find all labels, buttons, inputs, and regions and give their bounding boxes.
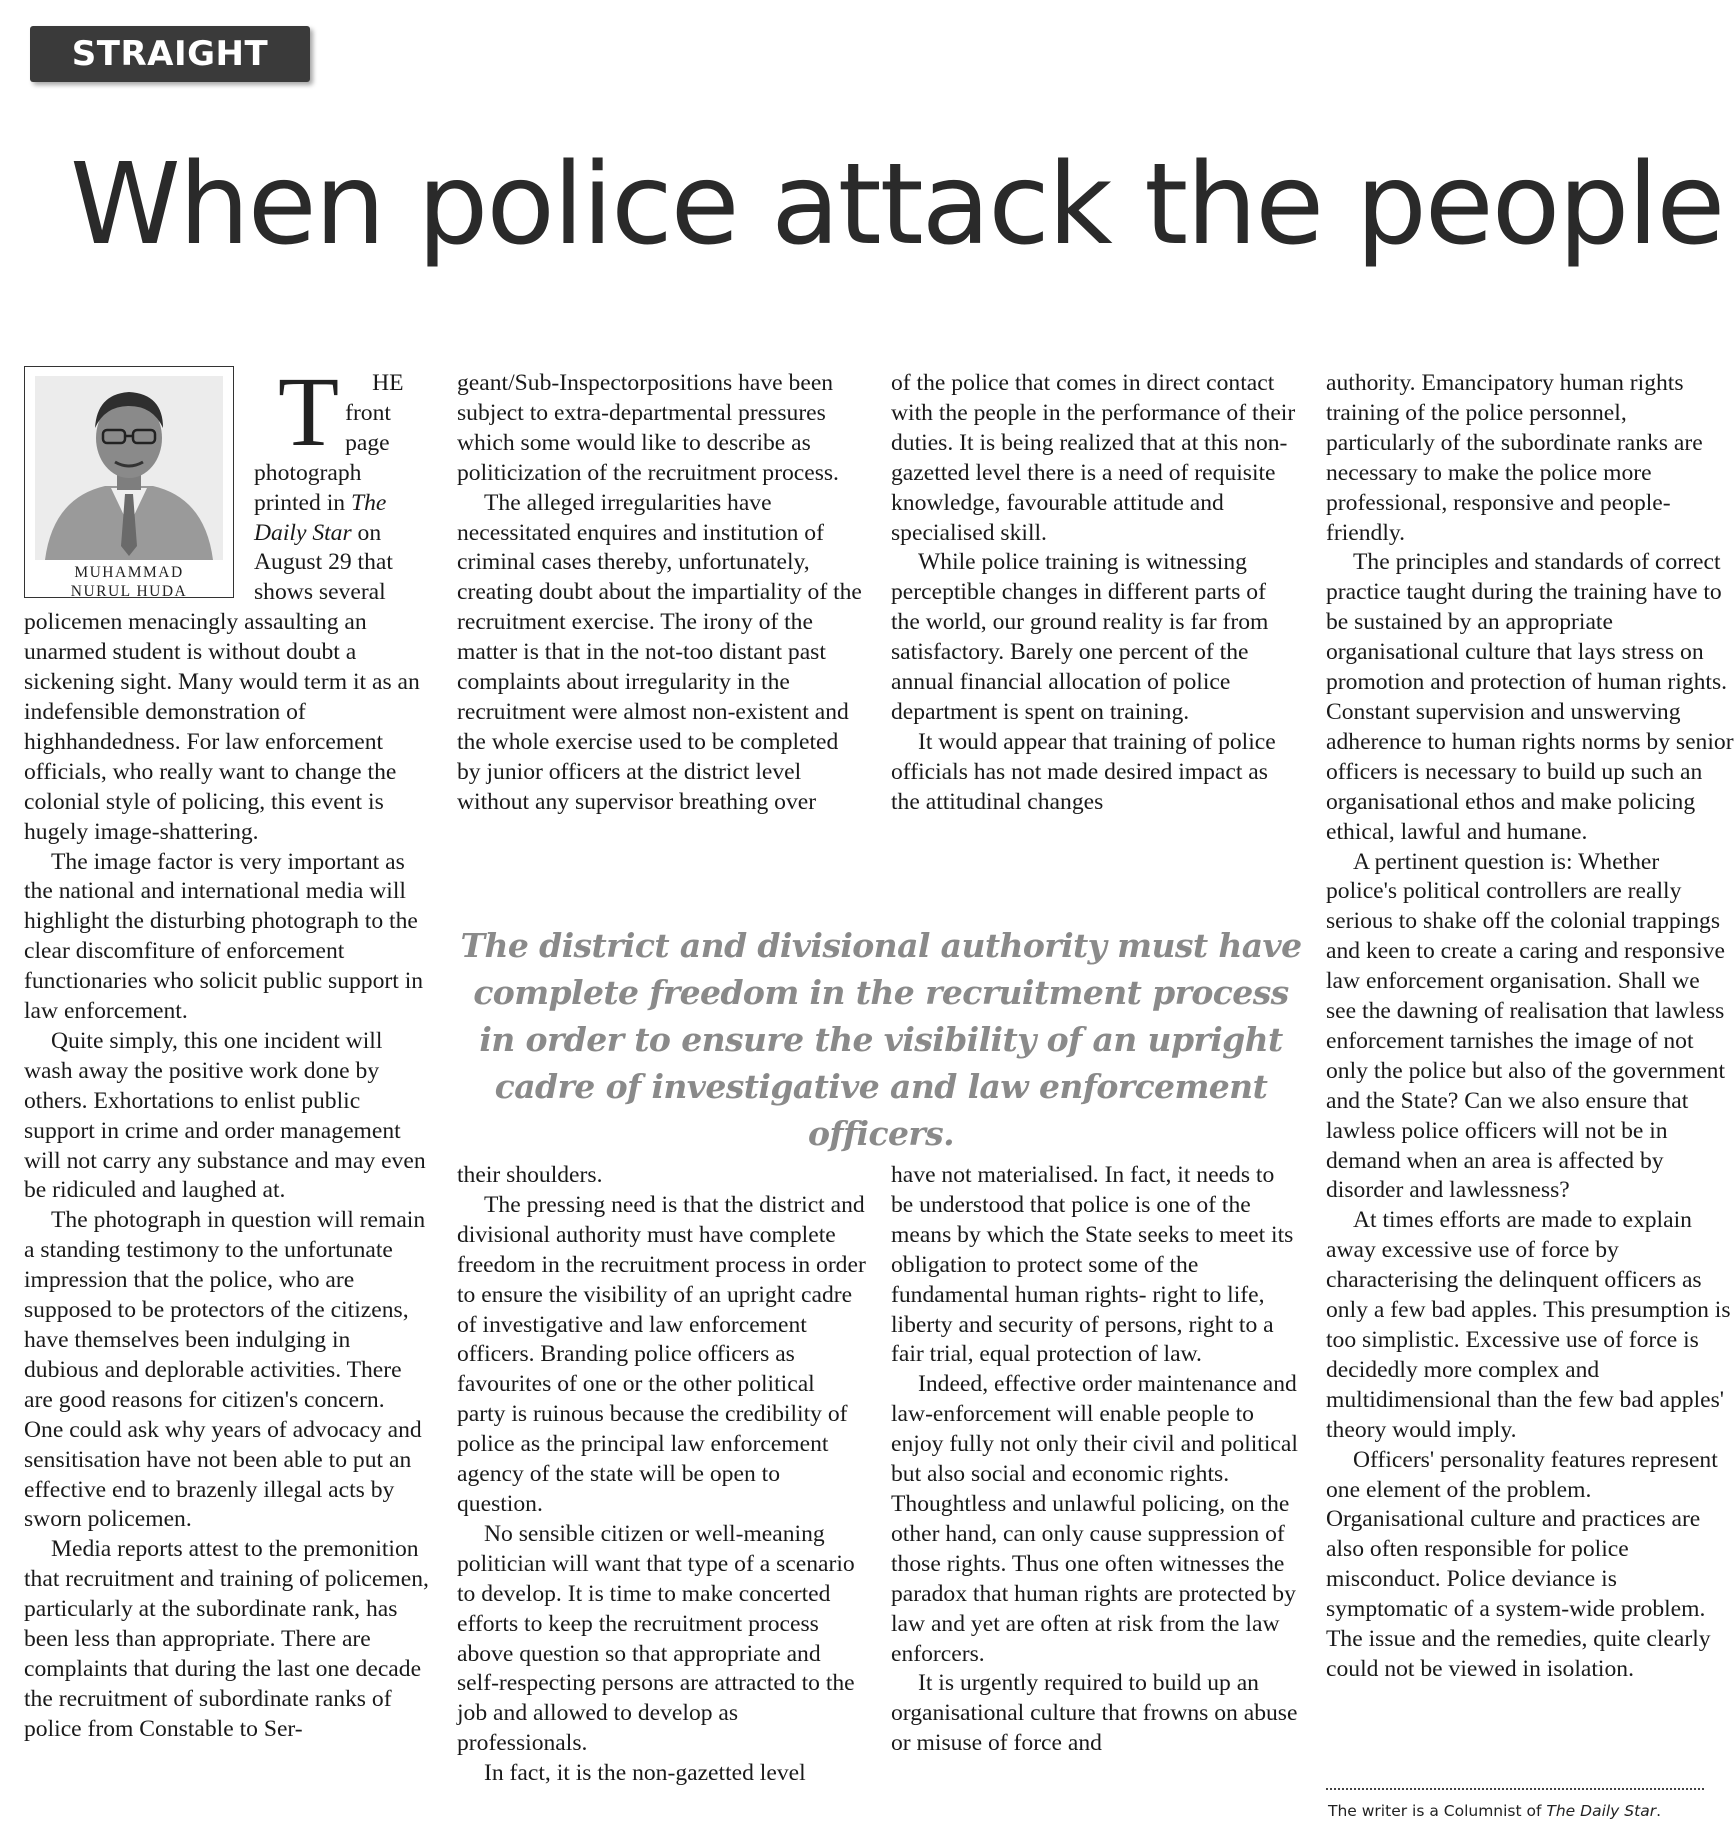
- paragraph: Quite simply, this one incident will wash away the positive work done by others. Exhortations to enlist public support in crime and order management will not carry any substance and may even be ridiculed and laughed at.: [24, 1027, 426, 1204]
- paragraph: While police training is witnessing perceptible changes in different parts of the world, our ground reality is far from satisfactory. Barely one percent of the annual financial allocation of police department is spent on training.: [891, 549, 1269, 725]
- column-1: [24, 356, 429, 1745]
- section-kicker: STRAIGHT LINE: [30, 26, 310, 82]
- author-name-line-1: MUHAMMAD: [74, 564, 184, 581]
- paragraph: authority. Emancipatory human rights training of the police personnel, particularly of the subordinate ranks are necessary to make the police more professional, responsive and people-friendly.: [1326, 370, 1703, 546]
- column-3-bottom: [891, 1161, 1301, 1759]
- paragraph: It would appear that training of police officials has not made desired impact as the attitudinal changes: [891, 728, 1276, 815]
- paragraph: their shoulders.: [457, 1162, 603, 1188]
- author-byline: [25, 563, 233, 601]
- paragraph: geant/Sub-Inspectorpositions have been subject to extra-departmental pressures which some would like to describe as politicization of the recruitment process.: [457, 370, 839, 486]
- writer-note-text: The writer is a Columnist of: [1328, 1802, 1547, 1820]
- column-2-bottom: [457, 1161, 867, 1789]
- drop-cap: T: [278, 356, 340, 467]
- newspaper-name: The Daily Star: [1546, 1802, 1657, 1820]
- column-2-top: [457, 369, 867, 818]
- author-photo: [35, 376, 223, 560]
- headline: When police attack the people: [70, 140, 1724, 270]
- paragraph: The principles and standards of correct practice taught during the training have to be sustained by an appropriate organisational culture that lays stress on promotion and protection of human rights. Constant supervision and unswerving adherence to human rights norms by senior officers is necessary to build up such an organisational ethos and make policing ethical, lawful and humane.: [1326, 549, 1734, 845]
- paragraph: Officers' personality features represent one element of the problem. Organisational culture and practices are also often responsible for police misconduct. Police deviance is symptomatic of a system-wide problem. The issue and the remedies, quite clearly could not be viewed in isolation.: [1326, 1446, 1718, 1682]
- author-photo-box: [24, 366, 234, 598]
- writer-note-end: .: [1656, 1802, 1662, 1820]
- newspaper-name: The Daily Star: [254, 489, 387, 546]
- paragraph: The photograph in question will remain a standing testimony to the unfortunate impression that the police, who are supposed to be protectors of the citizens, have themselves been indulging in dubious and deplorable activities. There are good reasons for citizen's concern. One could ask why years of advocacy and sensitisation have not been able to put an effective end to brazenly illegal acts by sworn policemen.: [24, 1207, 426, 1533]
- text-span: on August 29 that shows several policemen menacingly assaulting an unarmed student is without doubt a sickening sight. Many would term it as an indefensible demonstration of highhandedness. For law enforcement officials, who really want to change the colonial style of policing, this event is hugely image-shattering.: [24, 519, 420, 845]
- paragraph: Indeed, effective order maintenance and law-enforcement will enable people to enjoy fully not only their civil and political but also social and economic rights. Thoughtless and unlawful policing, on the other hand, can only cause suppression of those rights. Thus one often witnesses the paradox that human rights are protected by law and yet are often at risk from the law enforcers.: [891, 1371, 1298, 1667]
- column-3-top: [891, 369, 1299, 818]
- writer-note: [1328, 1802, 1728, 1820]
- paragraph: A pertinent question is: Whether police's political controllers are really serious to shake off the colonial trappings and keen to create a caring and responsive law enforcement organisation. Shall we see the dawning of realisation that lawless enforcement tarnishes the image of not only the police but also of the government and the State? Can we also ensure that lawless police officers will not be in demand when an area is affected by disorder and lawlessness?: [1326, 848, 1726, 1204]
- paragraph: The image factor is very important as the national and international media will highlight the disturbing photograph to the clear discomfiture of enforcement functionaries who solicit public support in law enforcement.: [24, 848, 424, 1025]
- paragraph: The alleged irregularities have necessitated enquires and institution of criminal cases thereby, unfortunately, creating doubt about the impartiality of the recruitment exercise. The irony of the matter is that in the not-too distant past complaints about irregularity in the recruitment were almost non-existent and the whole exercise used to be completed by junior officers at the district level without any supervisor breathing over: [457, 489, 862, 815]
- paragraph: At times efforts are made to explain away excessive use of force by characterising the delinquent officers as only a few bad apples. This presumption is too simplistic. Excessive use of force is decidedly more complex and multidimensional than the few bad apples' theory would imply.: [1326, 1207, 1731, 1443]
- paragraph: In fact, it is the non-gazetted level: [484, 1760, 806, 1787]
- paragraph: Media reports attest to the premonition that recruitment and training of policemen, particularly at the subordinate rank, has been less than appropriate. There are complaints that during the last one decade the recruitment of subordinate ranks of police from Constable to Ser-: [24, 1536, 429, 1742]
- pull-quote: The district and divisional authority must have complete freedom in the recruitment process in order to ensure the visibility of an upright cadre of investigative and law enforcement officers.: [460, 926, 1302, 1153]
- paragraph: of the police that comes in direct contact with the people in the performance of their duties. It is being realized that at this non-gazetted level there is a need of requisite knowledge, favourable attitude and specialised skill.: [891, 370, 1296, 546]
- text-span: HE front page photograph printed in: [254, 370, 404, 516]
- paragraph: No sensible citizen or well-meaning politician will want that type of a scenario to develop. It is time to make concerted efforts to keep the recruitment process above question so that appropriate and self-respecting persons are attracted to the job and allowed to develop as professionals.: [457, 1520, 855, 1757]
- paragraph: It is urgently required to build up an organisational culture that frowns on abuse or misuse of force and: [891, 1670, 1298, 1757]
- column-4: [1326, 369, 1734, 1685]
- paragraph: have not materialised. In fact, it needs to be understood that police is one of the means by which the State seeks to meet its obligation to protect some of the fundamental human rights- right to life, liberty and security of persons, right to a fair trial, equal protection of law.: [891, 1162, 1294, 1368]
- paragraph: The pressing need is that the district and divisional authority must have complete freedom in the recruitment process in order to ensure the visibility of an upright cadre of investigative and law enforcement officers. Branding police officers as favourites of one or the other political party is ruinous because the credibility of police as the principal law enforcement agency of the state will be open to question.: [457, 1191, 866, 1517]
- author-name-line-2: NURUL HUDA: [70, 583, 188, 600]
- dotted-divider: [1326, 1788, 1704, 1790]
